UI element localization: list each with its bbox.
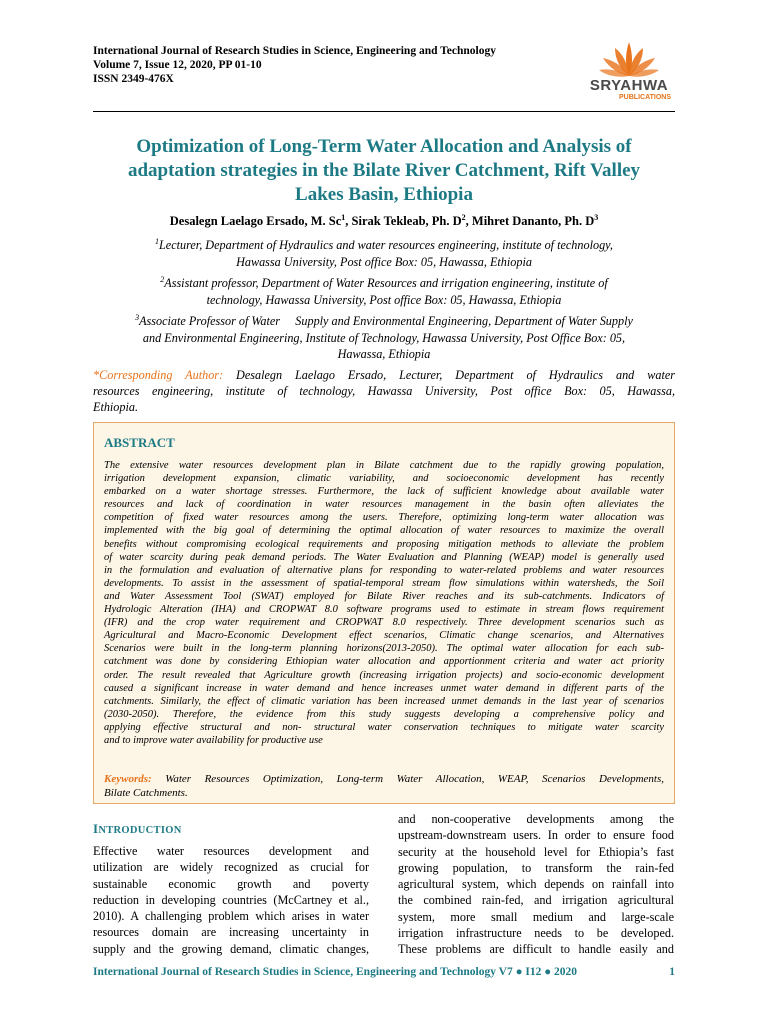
- abstract-body: [104, 459, 664, 747]
- affiliation-line: technology, Hawassa University, Post office Box: 05, Hawassa, Ethiopia: [206, 292, 562, 307]
- intro-line: system, more small medium and large-scale: [398, 909, 674, 924]
- abstract-line: and Water Assessment Tool (SWAT) employed for Bilate River reaches and its sub-catchments. Indicators of: [104, 590, 664, 602]
- footer-text: International Journal of Research Studies in Science, Engineering and Technology V7 ● I12 ● 2020: [93, 966, 578, 978]
- abstract-line: order. The result revealed that Agriculture growth (increasing irrigation projects) and socio-economic development: [104, 669, 664, 681]
- journal-issn: ISSN 2349-476X: [93, 73, 174, 85]
- corresponding-line: resources engineering, institute of technology, Hawassa University, Post office Box: 05, Hawassa,: [93, 384, 675, 398]
- flower-icon: [595, 40, 663, 80]
- abstract-line: of water scarcity during peak demand periods. The Water Evaluation and Planning (WEAP) model is generally used: [104, 551, 664, 563]
- abstract-line: caused a significant increase in water demand and hence increases unmet water demand in different parts of the: [104, 682, 664, 694]
- affiliation-num: 3: [135, 312, 140, 322]
- intro-line: reduction in developing countries (McCartney et al.,: [93, 892, 369, 907]
- logo-sub: PUBLICATIONS: [619, 94, 671, 101]
- abstract-line: (2030-2050). Therefore, the evidence from this study suggests developing a comprehensive policy and: [104, 708, 664, 720]
- journal-volume: Volume 7, Issue 12, 2020, PP 01-10: [93, 59, 262, 71]
- intro-line: upstream-downstream users. In order to ensure food: [398, 828, 674, 843]
- page-footer: [93, 966, 675, 978]
- intro-line: supply and the growing demand, climatic changes,: [93, 941, 369, 956]
- corresponding-label: *Corresponding Author:: [93, 368, 224, 382]
- keywords: [104, 772, 664, 800]
- title-line: Optimization of Long-Term Water Allocation and Analysis of: [136, 136, 632, 157]
- intro-line: growing population, to transform the rain-fed: [398, 860, 674, 875]
- publisher-logo: [583, 40, 675, 100]
- intro-left-column: [93, 843, 369, 957]
- author-1: Desalegn Laelago Ersado, M. Sc: [169, 214, 342, 228]
- abstract-line: Hydrologic Alteration (IHA) and CROPWAT 8.0 software programs used to estimate in stream flows requirement: [104, 604, 664, 616]
- abstract-line: in the formulation and evaluation of alternative plans for responding to water-related problems and water resources: [104, 564, 664, 576]
- keywords-line: Water Resources Optimization, Long-term Water Allocation, WEAP, Scenarios Developments,: [165, 773, 665, 785]
- abstract-line: The extensive water resources development plan in Bilate catchment due to the rapidly growing population,: [104, 460, 664, 471]
- page-number: 1: [669, 966, 675, 978]
- abstract-line: embarked on a water shortage stresses. Furthermore, the lack of sufficient knowledge about available water: [104, 486, 664, 498]
- intro-line: agricultural system, which depends on rainfall into: [398, 877, 674, 892]
- abstract-line: benefits without compromising ecological requirements and proposing mitigation methods to alleviate the problem: [104, 538, 664, 550]
- affiliation-line: Hawassa University, Post office Box: 05, Hawassa, Ethiopia: [236, 254, 532, 269]
- abstract-line: implemented with the big goal of determining the optimal allocation of water resources to maximize the overall: [104, 525, 664, 537]
- intro-line: resources domain are increasing uncertainty in: [93, 925, 369, 940]
- journal-name: International Journal of Research Studies in Science, Engineering and Technology: [93, 45, 496, 57]
- intro-line: the combined rain-fed, and irrigation agricultural: [398, 893, 674, 908]
- intro-line: sustainable economic growth and poverty: [93, 876, 369, 891]
- abstract-line: applying effective structural and non- structural water conservation techniques to mitigate water scarcity: [104, 721, 664, 733]
- abstract-line: irrigation development expansion, climatic variability, and socioeconomic development has recently: [104, 473, 664, 485]
- intro-right-column: [398, 811, 674, 958]
- corresponding-line: Ethiopia.: [93, 400, 139, 414]
- logo-name: SRYAHWA: [589, 77, 669, 94]
- abstract-heading: ABSTRACT: [104, 435, 175, 450]
- paper-title: [93, 135, 675, 207]
- journal-header: [93, 44, 573, 86]
- affiliation-line: Hawassa, Ethiopia: [337, 347, 431, 361]
- affiliation-line: Assistant professor, Department of Water Resources and irrigation engineering, institute of: [164, 276, 608, 290]
- abstract-line: catchments. Similarly, the effect of climatic variation has been increased unmet demands in the last year of scenarios: [104, 695, 664, 707]
- abstract-line: (IFR) and the crop water requirement and CROPWAT 8.0 respectively. Three development scenarios such as: [104, 617, 664, 629]
- title-line: adaptation strategies in the Bilate River Catchment, Rift Valley: [127, 160, 641, 181]
- intro-line: These problems are difficult to handle easily and: [398, 942, 674, 957]
- introduction-heading: [93, 821, 182, 837]
- affiliation-line: Associate Professor of Water Supply and Environmental Engineering, Department of Water Supply: [139, 314, 633, 328]
- intro-line: 2010). A challenging problem which arises in water: [93, 909, 369, 924]
- intro-line: Effective water resources development and: [93, 844, 369, 858]
- corresponding-line: Desalegn Laelago Ersado, Lecturer, Department of Hydraulics and water: [236, 368, 675, 382]
- author-2: , Sirak Tekleab, Ph. D: [345, 214, 462, 228]
- intro-line: irrigation infrastructure needs to be developed.: [398, 926, 674, 941]
- author-1-sup: 1: [341, 212, 346, 222]
- affiliation-line: Lecturer, Department of Hydraulics and water resources engineering, institute of technology,: [159, 238, 613, 252]
- abstract-line: Agricultural and Macro-Economic Development effect scenarios, Climatic change scenarios, and Alternatives: [104, 630, 664, 642]
- affiliation-2: [93, 275, 675, 308]
- author-3: , Mihret Dananto, Ph. D: [465, 214, 595, 228]
- keywords-label: Keywords:: [104, 773, 152, 785]
- intro-line: and non-cooperative developments among the: [398, 812, 674, 826]
- abstract-line: and to improve water availability for productive use: [104, 734, 323, 746]
- abstract-line: developments. To assist in the assessment of spatial-temporal stream flow simulations within watersheds, the Soil: [104, 577, 664, 589]
- title-line: Lakes Basin, Ethiopia: [295, 184, 473, 205]
- intro-line: utilization are widely recognized as crucial for: [93, 860, 369, 875]
- corresponding-author: [93, 367, 675, 415]
- intro-rest: NTRODUCTION: [98, 825, 182, 836]
- affiliation-num: 2: [160, 274, 165, 284]
- abstract-line: resources and lack of coordination in water resources management in the basin often alleviates the: [104, 499, 664, 511]
- intro-initial: I: [93, 821, 99, 836]
- abstract-line: competition of fixed water resources among the users. Therefore, optimizing long-term water allocation was: [104, 512, 664, 524]
- author-2-sup: 2: [461, 212, 466, 222]
- abstract-line: Scenarios were built in the long-term planning horizons(2013-2050). The optimal water allocation for each sub-: [104, 643, 664, 655]
- author-3-sup: 3: [594, 212, 599, 222]
- header-rule: [93, 111, 675, 112]
- affiliation-line: and Environmental Engineering, Institute of Technology, Hawassa University, Post Office Box: 05,: [142, 330, 626, 345]
- affiliation-3: [93, 313, 675, 363]
- affiliation-num: 1: [155, 236, 160, 246]
- keywords-line: Bilate Catchments.: [104, 787, 188, 799]
- intro-line: security at the household level for Ethiopia’s fast: [398, 844, 674, 859]
- author-list: [93, 213, 675, 229]
- abstract-box: [93, 422, 675, 804]
- affiliation-1: [93, 237, 675, 270]
- abstract-line: catchment was done by considering Ethiopian water allocation and apportionment criteria and water act priority: [104, 656, 664, 668]
